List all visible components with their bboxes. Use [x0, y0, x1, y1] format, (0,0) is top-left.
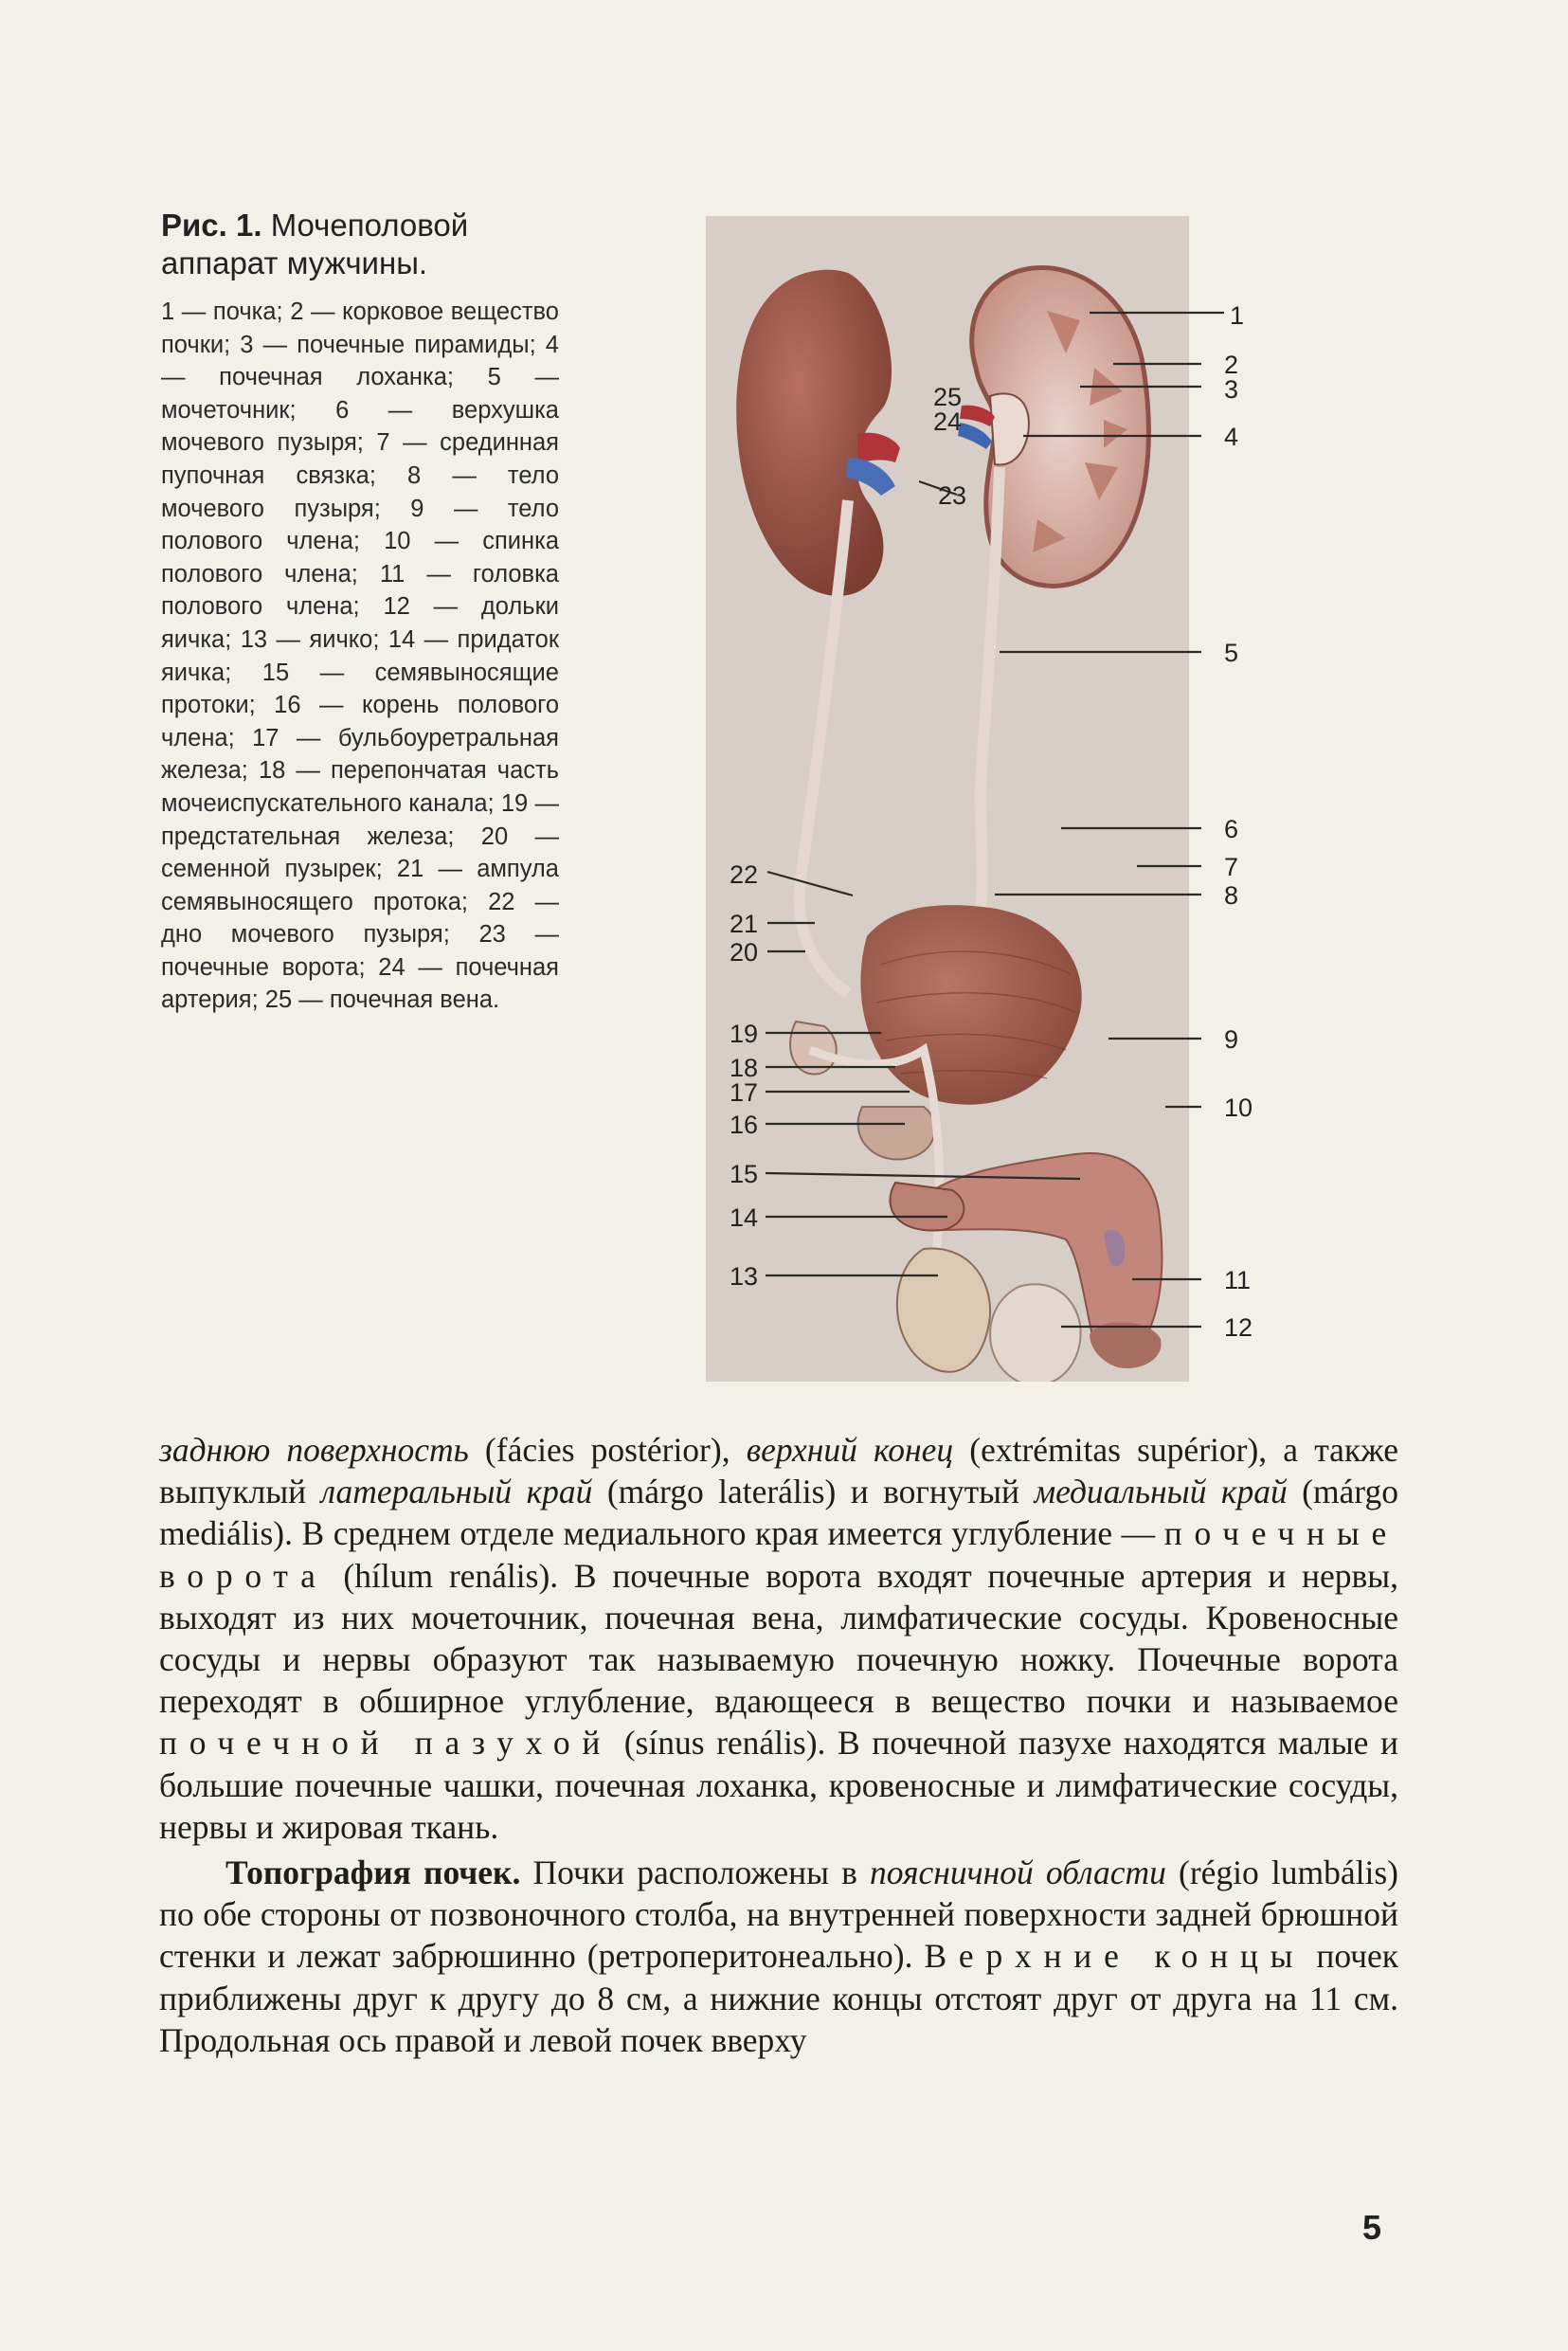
section-heading: Топография почек.	[225, 1854, 521, 1892]
text-run: (márgo laterális) и вогнутый	[592, 1473, 1035, 1511]
prostate	[858, 1107, 935, 1160]
text-run: (hílum renális). В почечные ворота входят почечные артерия и нервы, выходят из них мочеточник, почечная вена, лимфатические сосуды. Кровеносные сосуды и нервы образуют так называемую почечную ножку. Почечные ворота переходят в обширное углубление, вдающееся в вещество почки и называемое	[159, 1556, 1398, 1721]
text-run: (régio lumbális) по обе стороны от позвоночного столба, на внутренней поверхности задней брюшной стенки и лежат забрюшинно (ретроперитонеально).	[159, 1854, 1398, 1976]
text-run: (extrémitas supérior), а также выпуклый	[159, 1431, 1398, 1511]
label-15: 15	[730, 1160, 759, 1188]
spaced-term: почечной пазухой	[159, 1724, 613, 1763]
testis	[897, 1249, 990, 1372]
label-14: 14	[730, 1203, 759, 1232]
left-renal-vessels	[857, 433, 900, 464]
text-run: Почки расположены в	[520, 1854, 870, 1892]
italic-term: заднюю поверхность	[159, 1431, 469, 1469]
italic-term: верхний конец	[746, 1431, 954, 1469]
label-10: 10	[1224, 1094, 1253, 1122]
label-2: 2	[1224, 351, 1239, 379]
label-22: 22	[730, 860, 759, 889]
body-text	[159, 1429, 1398, 2061]
caption-title	[161, 207, 559, 282]
page-number: 5	[1362, 2208, 1382, 2247]
label-11: 11	[1224, 1266, 1252, 1294]
label-9: 9	[1224, 1025, 1239, 1054]
illustration-drawing	[706, 216, 1189, 1382]
label-23: 23	[938, 481, 967, 510]
label-13: 13	[730, 1262, 759, 1291]
label-24: 24	[933, 407, 963, 436]
italic-term: медиальный край	[1034, 1473, 1288, 1511]
label-1: 1	[1230, 301, 1245, 330]
text-run: (fácies postérior),	[468, 1431, 747, 1469]
label-12: 12	[1224, 1313, 1253, 1342]
label-19: 19	[730, 1020, 759, 1048]
caption-label: Рис. 1.	[161, 208, 262, 243]
label-7: 7	[1224, 853, 1239, 881]
italic-term: латеральный край	[320, 1473, 593, 1511]
label-25: 25	[933, 383, 963, 411]
penis-root	[890, 1183, 964, 1231]
paragraph-1	[159, 1429, 1398, 1848]
testis-lobules	[990, 1284, 1081, 1382]
label-16: 16	[730, 1111, 759, 1139]
label-5: 5	[1224, 639, 1239, 667]
caption-text: Мочеполовой аппарат мужчины.	[161, 208, 469, 280]
figure-legend: 1 — почка; 2 — корковое вещество почки; 3 — почечные пирамиды; 4 — почечная лоханка; 5 — мочеточник; 6 — верхушка мочевого пузыря; 7 — срединная пупочная связка; 8 — тело мочевого пузыря; 9 — тело полового члена; 10 — спинка полового члена; 11 — головка полового члена; 12 — дольки яичка; 13 — яичко; 14 — придаток яичка; 15 — семявыносящие протоки; 16 — корень полового члена; 17 — бульбоуретральная железа; 18 — перепончатая часть мочеиспускательного канала; 19 — предстательная железа; 20 — семенной пузырек; 21 — ампула семявыносящего протока; 22 — дно мочевого пузыря; 23 — почечные ворота; 24 — почечная артерия; 25 — почечная вена.	[161, 298, 559, 1014]
paragraph-2	[159, 1852, 1398, 2061]
label-6: 6	[1224, 815, 1239, 843]
label-18: 18	[730, 1054, 759, 1082]
text-run: (márgo mediális). В среднем отделе медиального края имеется углубление —	[159, 1473, 1398, 1553]
label-17: 17	[730, 1078, 759, 1107]
callout-labels-right	[1224, 301, 1253, 1342]
spaced-term: Верхние концы	[924, 1937, 1306, 1976]
text-run: почек приближены друг к другу до 8 см, а нижние концы отстоят друг от друга на 11 см. Продольная ось правой и левой почек вверху	[159, 1937, 1399, 2059]
figure-caption	[161, 207, 559, 1017]
bladder	[860, 905, 1081, 1105]
right-ureter	[971, 467, 1000, 955]
label-4: 4	[1224, 423, 1239, 451]
anatomy-illustration	[706, 216, 1189, 1382]
label-20: 20	[730, 938, 759, 967]
label-8: 8	[1224, 881, 1239, 910]
italic-term: поясничной области	[870, 1854, 1166, 1892]
spaced-term: почечные ворота	[159, 1514, 1398, 1595]
label-3: 3	[1224, 375, 1239, 404]
text-run: (sínus renális). В почечной пазухе находятся малые и большие почечные чашки, почечная лоханка, кровеносные и лимфатические сосуды, нервы и жировая ткань.	[159, 1724, 1398, 1846]
label-21: 21	[730, 910, 759, 938]
